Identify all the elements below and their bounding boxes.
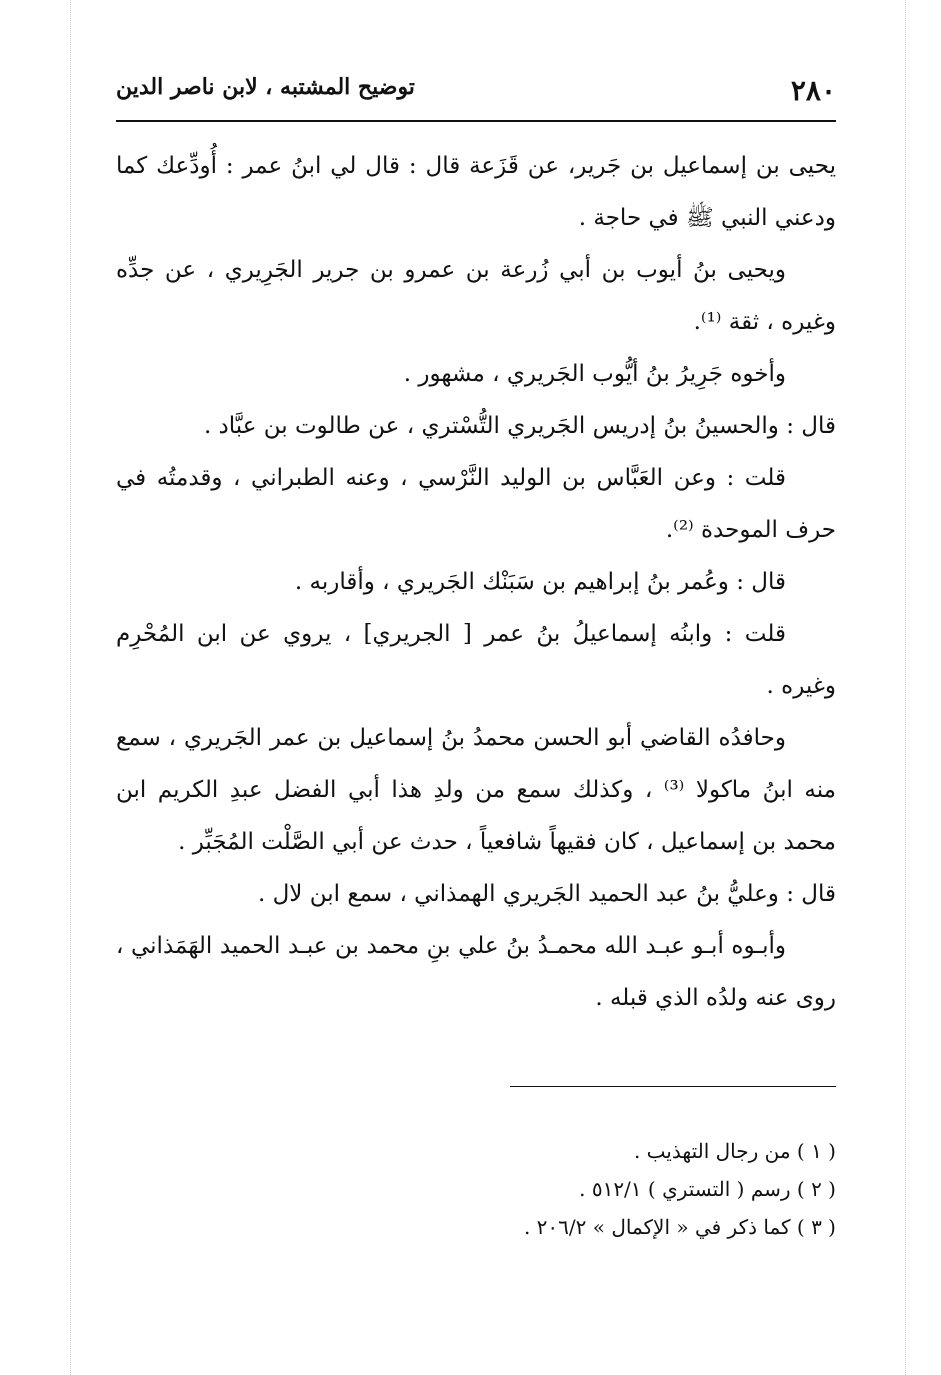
paragraph: قال : وعُمر بنُ إبراهيم بن سَبَنْك الجَريري ، وأقاربه . (294, 569, 786, 595)
paragraph: وأخوه جَرِيرُ بنُ أيُّوب الجَريري ، مشهور . (403, 361, 786, 387)
paragraph: وحافدُه القاضي أبو الحسن محمدُ بنُ إسماعيل بن عمر الجَريري ، سمع منه ابنُ ماكولا ⁽³⁾ ، وكذلك سمع من ولدِ هذا أبي الفضل عبدِ الكريم ابن محمد بن إسماعيل ، كان فقيهاً شافعياً ، حدث عن أبي الصَّلْت المُجَبِّر . (116, 725, 836, 855)
paragraph: ويحيى بنُ أيوب بن أبي زُرعة بن عمرو بن جرير الجَرِيري ، عن جدِّه وغيره ، ثقة ⁽¹⁾. (116, 257, 836, 335)
page-header (116, 66, 836, 116)
running-title: توضيح المشتبه ، لابن ناصر الدين (116, 74, 415, 100)
page-number: ٢٨٠ (790, 74, 836, 107)
paragraph: قال : وعليُّ بنُ عبد الحميد الجَريري الهمذاني ، سمع ابن لال . (257, 881, 836, 907)
footnote: ( ٢ ) رسم ( التستري ) ٥١٢/١ . (579, 1177, 836, 1201)
right-margin-dots (905, 0, 906, 1375)
paragraph: قلت : وابنُه إسماعيلُ بنُ عمر [ الجريري] ، يروي عن ابن المُحْرِم وغيره . (116, 621, 836, 699)
paragraph: قلت : وعن العَبَّاس بن الوليد النَّرْسي ، وعنه الطبراني ، وقدمتُه في حرف الموحدة ⁽²⁾. (116, 465, 836, 543)
paragraph: قال : والحسينُ بنُ إدريس الجَريري التُّسْتري ، عن طالوت بن عبَّاد . (203, 413, 836, 439)
paragraph: يحيى بن إسماعيل بن جَرير، عن قَزَعة قال : قال لي ابنُ عمر : أُودِّعك كما ودعني النبي ﷺ في حاجة . (116, 153, 836, 231)
footnote: ( ١ ) من رجال التهذيب . (633, 1139, 836, 1163)
header-rule (116, 120, 836, 122)
paragraph: وأبـوه أبـو عبـد الله محمـدُ بنُ علي بنِ محمد بن عبـد الحميد الهَمَذاني ، روى عنه ولدُه الذي قبله . (116, 933, 836, 1011)
left-margin-dots (70, 0, 71, 1375)
footnotes (116, 1132, 836, 1246)
footnote-rule (510, 1086, 836, 1087)
main-text (116, 140, 836, 1024)
footnote: ( ٣ ) كما ذكر في « الإكمال » ٢٠٦/٢ . (523, 1215, 836, 1239)
